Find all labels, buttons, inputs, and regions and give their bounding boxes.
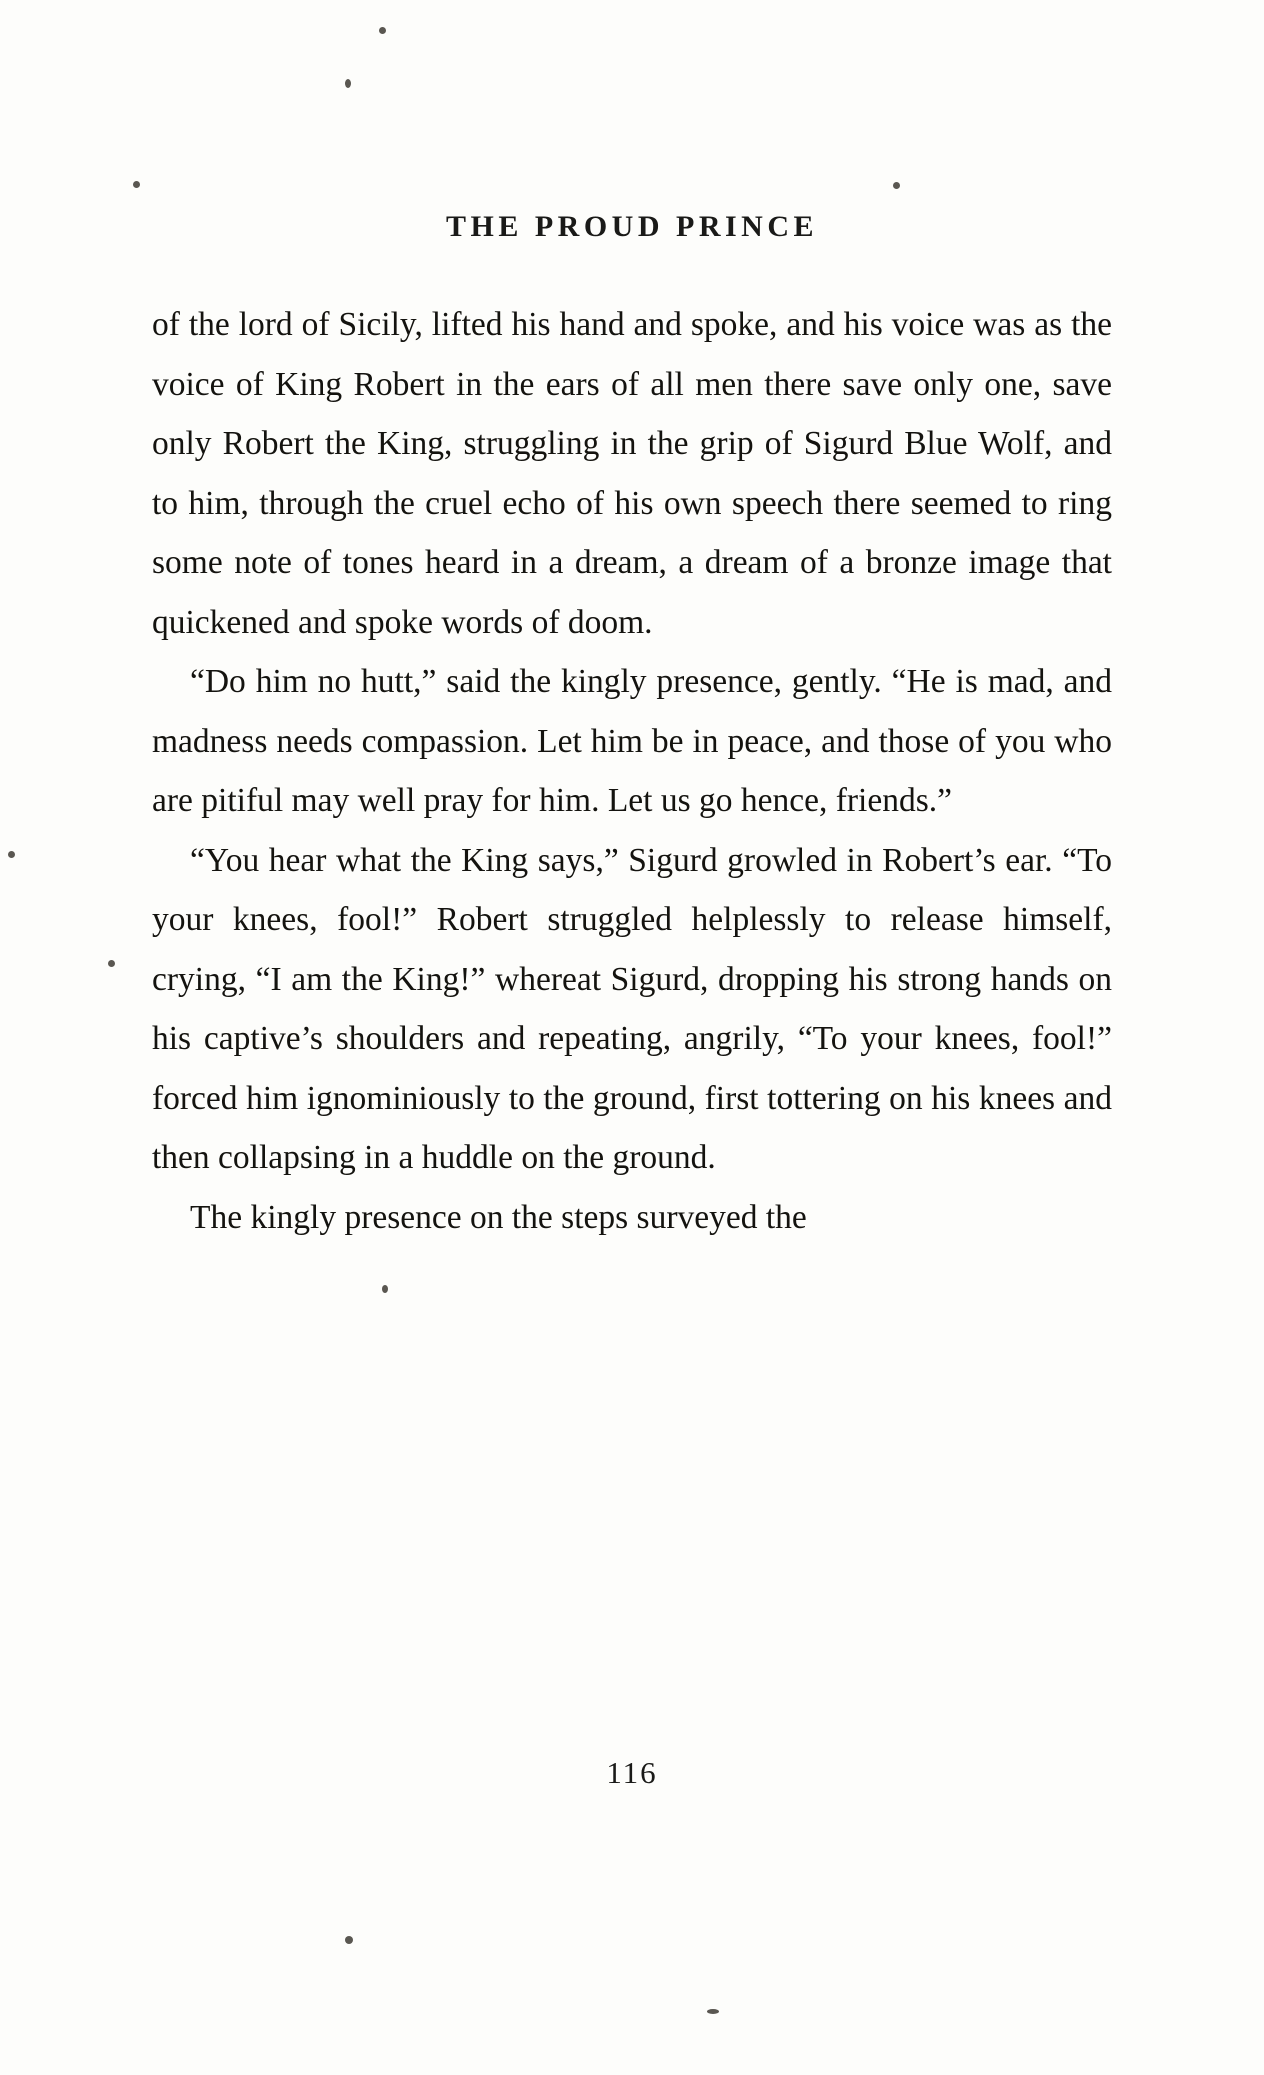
scan-speck <box>379 27 386 34</box>
scan-speck <box>382 1285 388 1293</box>
paragraph: of the lord of Sicily, lifted his hand and spoke, and his voice was as the voice of King Robert in the ears of all men there save only one, save only Robert the King, struggling in the grip of Sigurd Blue Wolf, and to him, through the cruel echo of his own speech there seemed to ring some note of tones heard in a dream, a dream of a bronze image that quickened and spoke words of doom. <box>152 306 1112 641</box>
scan-speck <box>707 2009 719 2014</box>
scan-speck <box>345 79 351 88</box>
scan-speck <box>8 851 15 858</box>
paragraph: “Do him no hutt,” said the kingly presence, gently. “He is mad, and madness needs compassion. Let him be in peace, and those of you who are pitiful may well pray for him. Let us go hence, friends.” <box>152 663 1112 819</box>
scan-speck <box>345 1936 353 1944</box>
scan-speck <box>108 960 115 967</box>
page-number: 116 <box>606 1755 658 1790</box>
scan-speck <box>133 181 140 188</box>
paragraph: “You hear what the King says,” Sigurd growled in Robert’s ear. “To your knees, fool!” Robert struggled helplessly to release himself, crying, “I am the King!” whereat Sigurd, dropping his strong hands on his captive’s shoulders and repeating, angrily, “To your knees, fool!” forced him ignominiously to the ground, first tottering on his knees and then collapsing in a huddle on the ground. <box>152 841 1112 1176</box>
running-head: THE PROUD PRINCE <box>445 210 818 243</box>
page-body <box>152 295 1112 1247</box>
scan-speck <box>893 182 900 189</box>
paragraph: The kingly presence on the steps surveyed the <box>190 1198 807 1236</box>
